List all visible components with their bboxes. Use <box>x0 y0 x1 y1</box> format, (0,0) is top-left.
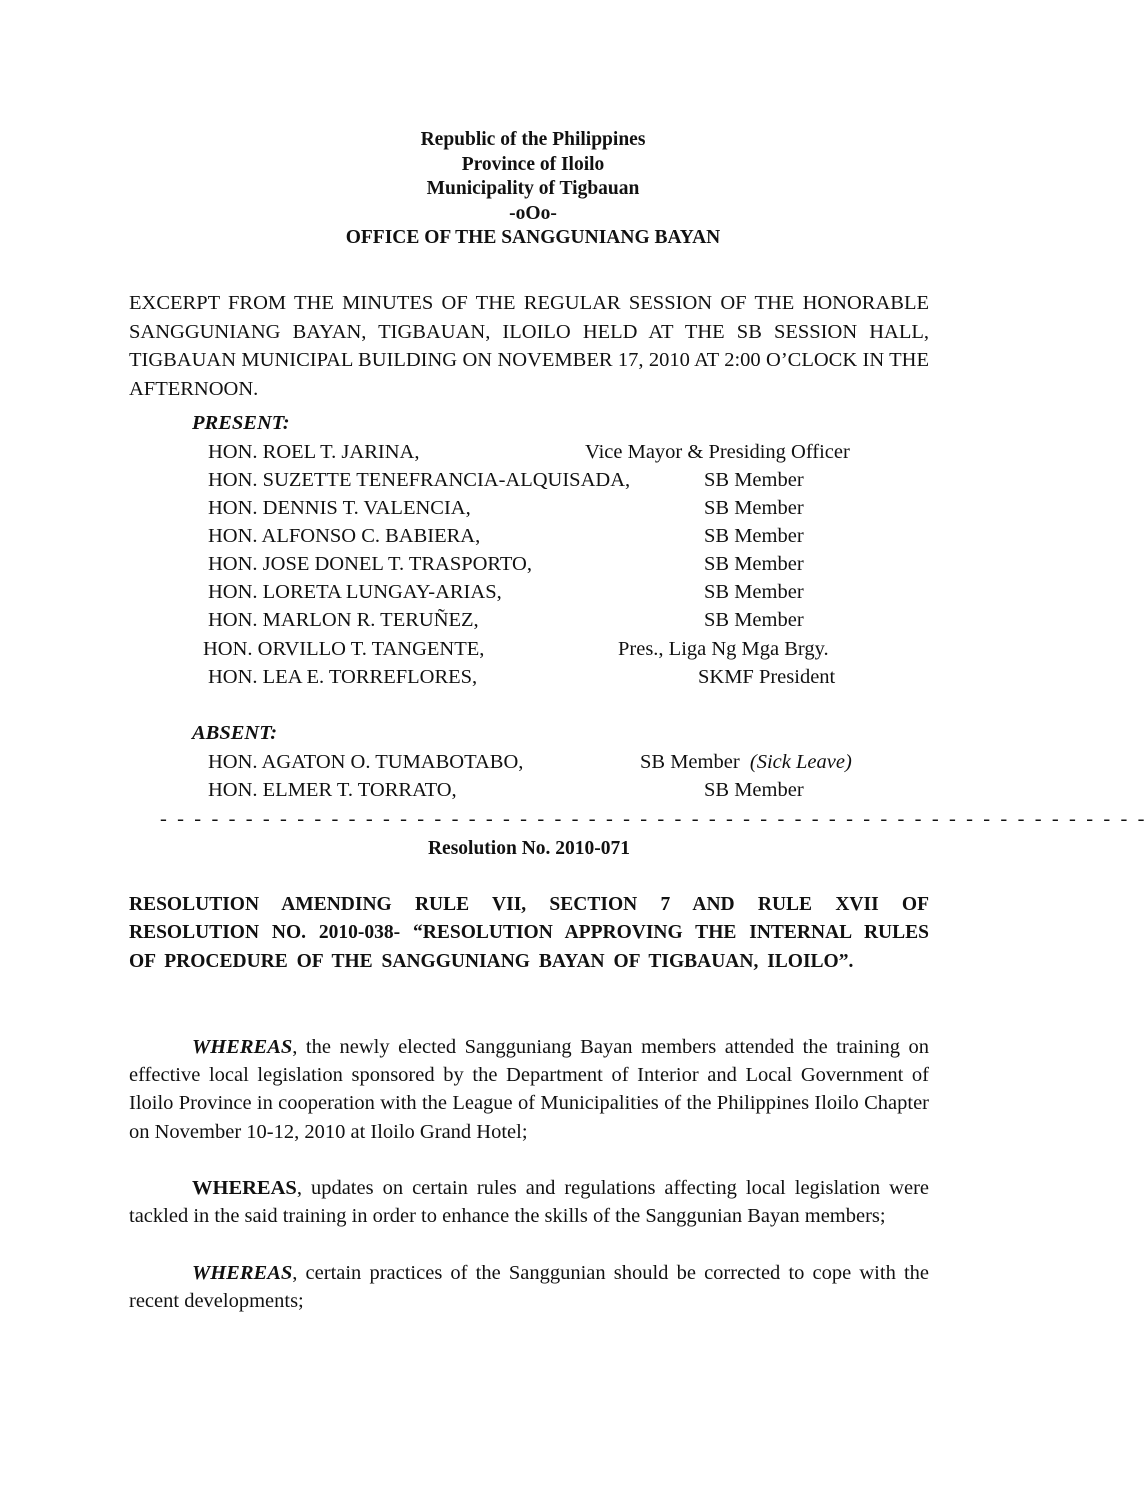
resolution-number: Resolution No. 2010-071 <box>427 838 631 859</box>
attendee-name: HON. MARLON R. TERUÑEZ, <box>208 609 479 631</box>
attendee-row <box>208 497 908 525</box>
attendee-role: SB Member <box>704 525 804 547</box>
whereas-text: , updates on certain rules and regulations affecting local legislation were tackled in the said training in order to enhance the skills of the Sanggunian Bayan members; <box>129 1177 929 1228</box>
absent-label: ABSENT: <box>192 722 278 744</box>
attendee-row <box>208 751 908 779</box>
header-municipality: Municipality of Tigbauan <box>426 178 640 199</box>
attendee-row <box>208 581 908 609</box>
whereas-lead: WHEREAS <box>192 1036 293 1058</box>
attendee-row <box>208 779 908 807</box>
whereas-lead: WHEREAS <box>192 1262 293 1284</box>
attendee-row <box>208 525 908 553</box>
attendee-row <box>208 553 908 581</box>
attendee-role: SB Member <box>704 553 804 575</box>
attendee-role: SKMF President <box>698 666 836 688</box>
attendee-row <box>208 609 908 637</box>
header-ornament: -oOo- <box>509 202 557 224</box>
minutes-excerpt: EXCERPT FROM THE MINUTES OF THE REGULAR SESSION OF THE HONORABLE SANGGUNIANG BAYAN, TIGBAUAN, ILOILO HELD AT THE SB SESSION HALL, TIGBAUAN MUNICIPAL BUILDING ON NOVEMBER 17, 2010 AT 2:00 O’CLOCK IN THE AFTERNOON. <box>129 292 929 400</box>
attendee-row <box>208 469 908 497</box>
resolution-title: RESOLUTION AMENDING RULE VII, SECTION 7 AND RULE XVII OF RESOLUTION NO. 2010-038- “RESOLUTION APPROVING THE INTERNAL RULES OF PROCEDURE OF THE SANGGUNIANG BAYAN OF TIGBAUAN, ILOILO”. <box>129 894 929 972</box>
attendee-name: HON. LORETA LUNGAY-ARIAS, <box>208 581 502 603</box>
attendee-role: SB Member <box>704 779 804 801</box>
whereas-text: , the newly elected Sangguniang Bayan members attended the training on effective local legislation sponsored by the Department of Interior and Local Government of Iloilo Province in cooperation with the League of Municipalities of the Philippines Iloilo Chapter on November 10-12, 2010 at Iloilo Grand Hotel; <box>129 1036 929 1143</box>
attendee-name: HON. LEA E. TORREFLORES, <box>208 666 478 688</box>
attendee-name: HON. ROEL T. JARINA, <box>208 441 420 463</box>
whereas-text: , certain practices of the Sanggunian should be corrected to cope with the recent developments; <box>129 1262 929 1313</box>
whereas-clause <box>129 1033 929 1146</box>
attendee-name: HON. ORVILLO T. TANGENTE, <box>203 638 485 660</box>
header-republic: Republic of the Philippines <box>420 129 646 150</box>
attendee-role-title: SB Member <box>640 751 740 773</box>
attendee-role <box>640 751 852 774</box>
present-label: PRESENT: <box>192 412 290 434</box>
attendee-note: (Sick Leave) <box>749 751 852 773</box>
whereas-clause <box>129 1259 929 1315</box>
whereas-clause <box>129 1174 929 1230</box>
attendee-role: SB Member <box>704 469 804 491</box>
attendee-row <box>208 441 908 469</box>
header-province: Province of Iloilo <box>461 153 605 175</box>
attendee-row <box>203 638 903 666</box>
attendee-role: SB Member <box>704 609 804 631</box>
attendee-name: HON. AGATON O. TUMABOTABO, <box>208 751 524 773</box>
attendee-role: Vice Mayor & Presiding Officer <box>585 441 850 463</box>
attendee-name: HON. JOSE DONEL T. TRASPORTO, <box>208 553 532 575</box>
separator-line: - - - - - - - - - - - - - - - - - - - - - - - - - - - - - - - - - - - - - - - - - - - - - - - - - - - - - - - - - - <box>160 808 1147 830</box>
attendee-name: HON. DENNIS T. VALENCIA, <box>208 497 471 519</box>
attendee-name: HON. SUZETTE TENEFRANCIA-ALQUISADA, <box>208 469 631 491</box>
attendee-name: HON. ELMER T. TORRATO, <box>208 779 457 801</box>
attendee-role: SB Member <box>704 581 804 603</box>
whereas-lead: WHEREAS <box>192 1177 297 1199</box>
attendee-name: HON. ALFONSO C. BABIERA, <box>208 525 481 547</box>
attendee-row <box>208 666 908 694</box>
attendee-role: Pres., Liga Ng Mga Brgy. <box>618 638 829 660</box>
attendee-role: SB Member <box>704 497 804 519</box>
document-header <box>0 128 1058 251</box>
header-office: OFFICE OF THE SANGGUNIANG BAYAN <box>345 227 721 248</box>
